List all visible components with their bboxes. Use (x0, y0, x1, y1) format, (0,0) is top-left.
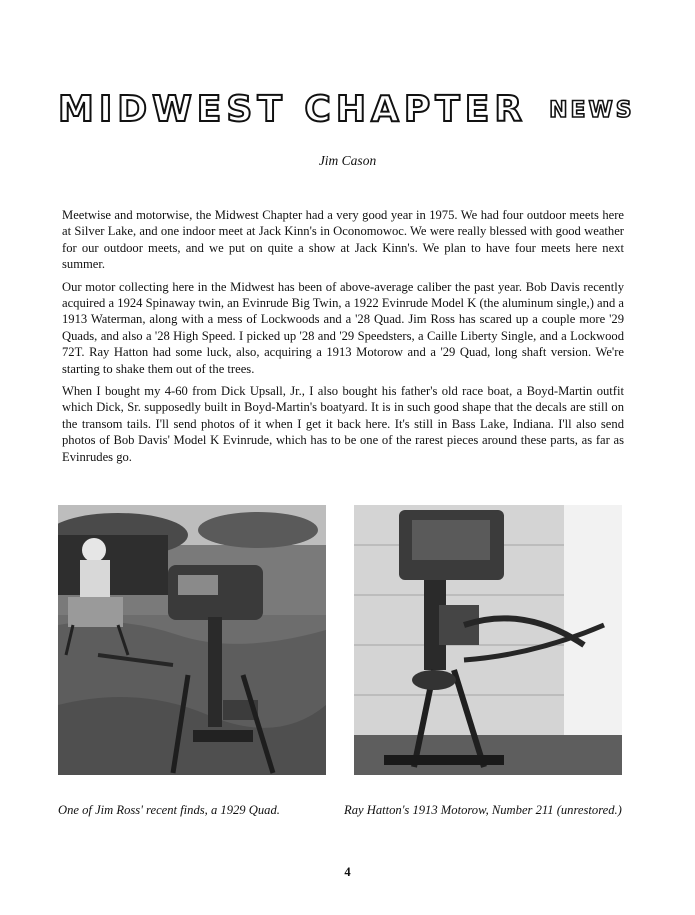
photo-quad-motor (58, 505, 326, 775)
page-number: 4 (344, 865, 351, 879)
photo-quad-motor-image (58, 505, 326, 775)
photo-motorow (354, 505, 622, 775)
article-paragraph: When I bought my 4-60 from Dick Upsall, Jr., I also bought his father's old race boat, a Boyd-Martin outfit which Dick, Sr. supposedly built in Boyd-Martin's boatyard. It is in such good shape that the decals are still on the transom tails. I'll send photos of it when I get it back here. It's still in Bass Lake, Indiana. I'll also send photos of Bob Davis' Model K Evinrude, which has to be one of the rarest pieces around these parts, as far as Evinrudes go. (62, 384, 624, 464)
article-paragraph: Meetwise and motorwise, the Midwest Chapter had a very good year in 1975. We had four outdoor meets here at Silver Lake, and one indoor meet at Jack Kinn's in Oconomowoc. We were really blessed with good weather for our outdoor meets, and we put on quite a show at Jack Kinn's. We plan to have four meets here next summer. (62, 208, 624, 272)
caption-right: Ray Hatton's 1913 Motorow, Number 211 (unrestored.) (344, 803, 622, 817)
photo-motorow-image (354, 505, 622, 775)
author-byline: Jim Cason (318, 153, 377, 168)
article-body (62, 207, 624, 471)
masthead (58, 80, 638, 128)
caption-left: One of Jim Ross' recent finds, a 1929 Quad. (58, 803, 280, 817)
article-paragraph: Our motor collecting here in the Midwest has been of above-average caliber the past year. Bob Davis recently acquired a 1924 Spinaway twin, an Evinrude Big Twin, a 1922 Evinrude Model K (the aluminum single,) and a 1913 Waterman, along with a mess of Lockwoods and a '28 Quad. Jim Ross has scared up a couple more '29 Quads, and also a '28 High Speed. I picked up '28 and '29 Speedsters, a Caille Liberty Single, and a Lockwood 72T. Ray Hatton had some luck, also, acquiring a 1913 Motorow and a '29 Quad, long shaft version. We're starting to shake them out of the trees. (62, 279, 624, 376)
masthead-news: NEWS (549, 98, 635, 123)
masthead-title: MIDWEST CHAPTER (58, 89, 528, 130)
